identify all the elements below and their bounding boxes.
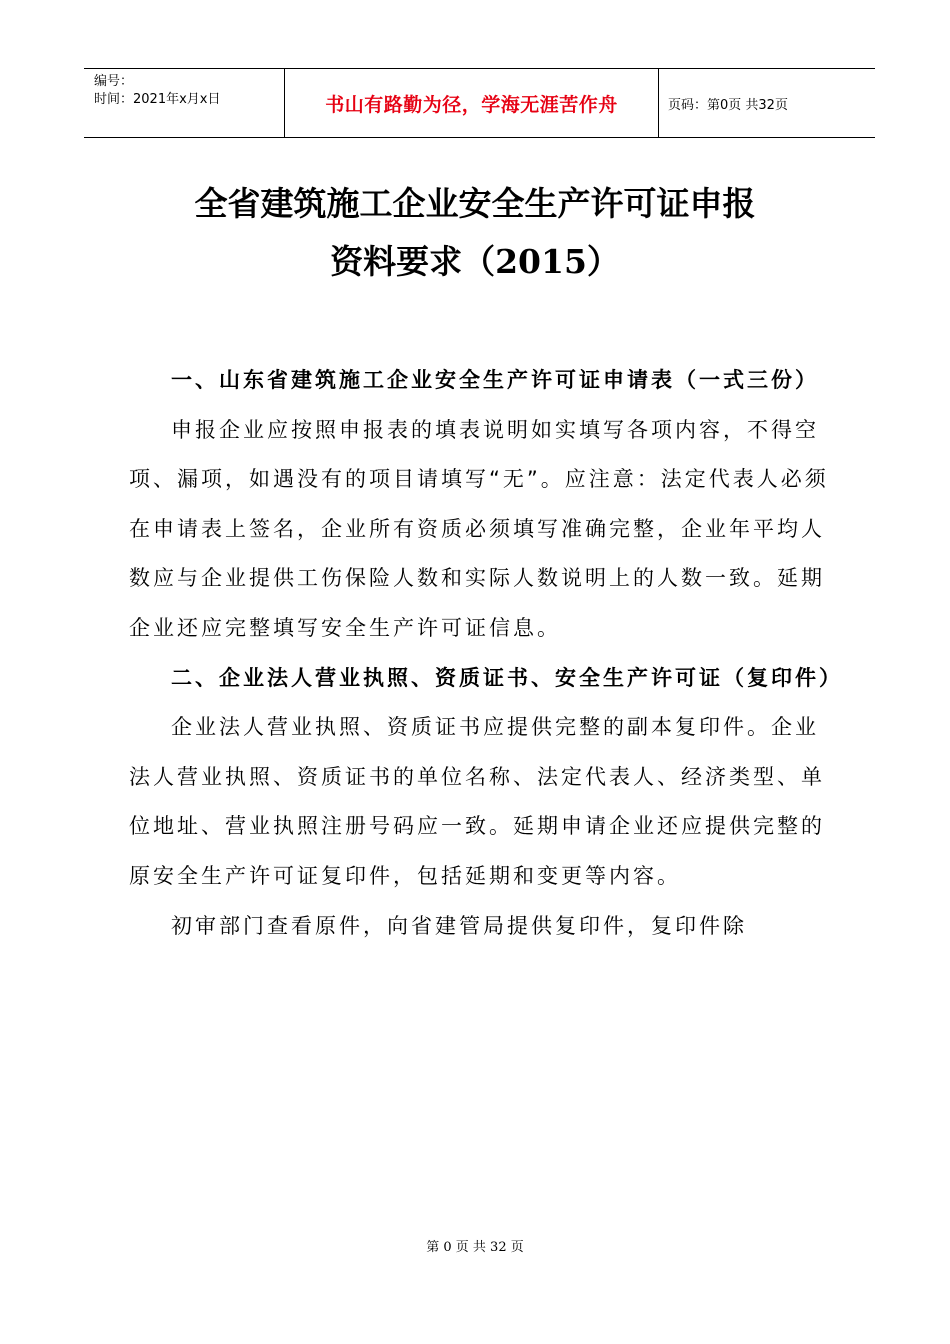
header-table: [84, 68, 875, 138]
page-number-label: 页码：第0页 共32页: [668, 97, 788, 113]
document-body: [129, 356, 843, 951]
page-footer: 第 0 页 共 32 页: [426, 1240, 524, 1255]
number-label: 编号：: [94, 74, 134, 89]
section-heading-2: 二、企业法人营业执照、资质证书、安全生产许可证（复印件）: [171, 665, 843, 690]
header-info-cell: [84, 69, 285, 137]
document-title-line-2: 资料要求（2015）: [330, 242, 620, 281]
paragraph-3: 初审部门查看原件，向省建管局提供复印件，复印件除: [171, 913, 747, 938]
header-page-cell: [659, 69, 875, 137]
paragraph-1: 申报企业应按照申报表的填表说明如实填写各项内容，不得空项、漏项，如遇没有的项目请填写“无”。应注意：法定代表人必须在申请表上签名，企业所有资质必须填写准确完整，企业年平均人数应与企业提供工伤保险人数和实际人数说明上的人数一致。延期企业还应完整填写安全生产许可证信息。: [129, 417, 829, 640]
time-label: 时间：2021年x月x日: [94, 92, 221, 107]
section-heading-1: 一、山东省建筑施工企业安全生产许可证申请表（一式三份）: [171, 368, 819, 392]
paragraph-2: 企业法人营业执照、资质证书应提供完整的副本复印件。企业法人营业执照、资质证书的单位名称、法定代表人、经济类型、单位地址、营业执照注册号码应一致。延期申请企业还应提供完整的原安全生产许可证复印件，包括延期和变更等内容。: [129, 715, 825, 888]
document-title-line-1: 全省建筑施工企业安全生产许可证申报: [194, 184, 756, 223]
header-motto-cell: [285, 69, 659, 137]
motto-text: 书山有路勤为径，学海无涯苦作舟: [325, 93, 618, 116]
